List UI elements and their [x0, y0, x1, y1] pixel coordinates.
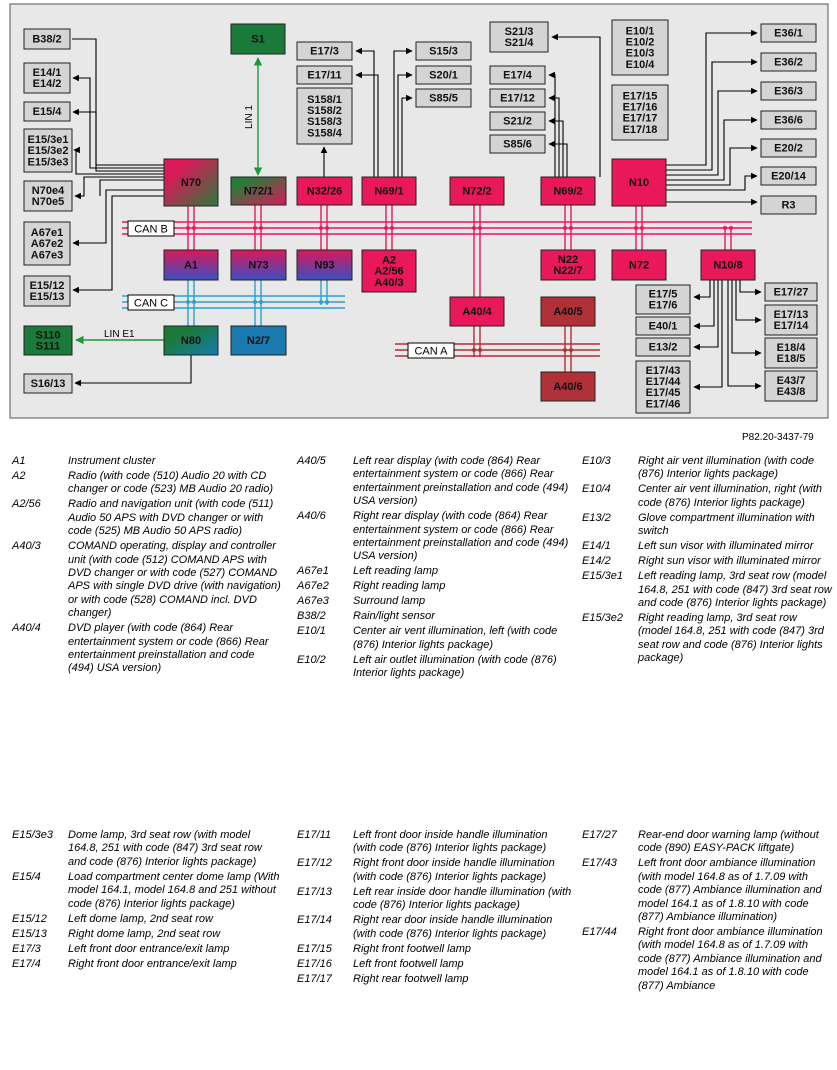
component-box	[612, 159, 666, 206]
legend-item	[297, 886, 572, 913]
component-box	[541, 177, 595, 205]
legend-item	[297, 914, 572, 941]
legend-item	[297, 829, 572, 856]
component-label: N69/2	[553, 185, 583, 198]
legend-item	[582, 540, 832, 553]
legend-code: E15/4	[12, 870, 41, 883]
component-label: N22/7	[553, 265, 583, 278]
legend-item	[582, 829, 832, 856]
legend-description: Right front door entrance/exit lamp	[68, 957, 237, 970]
legend-code: E15/3e3	[12, 829, 53, 841]
legend-code: A1	[12, 455, 26, 467]
component-label: N22	[557, 253, 579, 266]
component-box	[490, 89, 545, 107]
legend-description: Instrument cluster	[68, 455, 156, 467]
legend-item	[297, 455, 572, 509]
component-label: S158/1	[307, 93, 342, 106]
bus-label: LIN 1	[244, 105, 255, 129]
component-label: E43/8	[776, 386, 806, 399]
legend-description: Rain/light sensor	[353, 610, 435, 623]
component-box	[297, 177, 352, 205]
component-box	[761, 139, 816, 157]
component-label: E17/4	[503, 69, 532, 82]
component-label: N73	[248, 259, 269, 272]
component-label: E10/3	[625, 47, 655, 60]
component-box	[761, 53, 816, 71]
component-label: R3	[781, 199, 796, 212]
component-label: E17/15	[622, 90, 658, 103]
component-label: A40/6	[553, 381, 583, 394]
legend-code: E15/13	[12, 927, 47, 940]
legend-column-2	[297, 455, 572, 682]
component-label: A67e1	[30, 226, 64, 239]
component-label: E15/12	[29, 279, 65, 292]
legend-code: E14/1	[582, 540, 611, 553]
legend-code: E17/16	[297, 957, 332, 970]
component-box	[416, 89, 471, 107]
legend-code: E10/3	[582, 455, 611, 467]
legend-code: A67e3	[297, 595, 329, 608]
legend-description: Right dome lamp, 2nd seat row	[68, 927, 221, 940]
legend-item	[297, 625, 572, 652]
legend-code: E14/2	[582, 555, 611, 568]
component-label: E17/13	[773, 308, 809, 321]
legend-code: E17/43	[582, 857, 617, 870]
component-box	[490, 22, 548, 52]
component-label: E17/45	[645, 387, 681, 400]
component-label: N72/1	[243, 185, 274, 198]
component-label: N70e5	[31, 196, 65, 209]
component-label: E36/1	[774, 27, 803, 40]
legend-column-3	[582, 455, 832, 667]
component-label: A67e3	[30, 249, 64, 262]
legend-description: Left dome lamp, 2nd seat row	[68, 912, 213, 925]
component-box	[24, 63, 70, 93]
component-box	[362, 177, 416, 205]
legend-description: Left air outlet illumination (with code (876) Interior lights package)	[353, 653, 557, 680]
component-box	[636, 285, 690, 314]
component-label: N69/1	[374, 185, 404, 198]
legend-code: A2	[12, 470, 26, 482]
legend-description: Left rear display (with code (864) Rear entertainment system or code (866) Rear entertainment preinstallation and code (494) USA version)	[353, 455, 569, 508]
legend-code: E17/3	[12, 942, 41, 955]
legend-item	[297, 857, 572, 884]
legend-item	[12, 928, 282, 941]
legend-code: E17/27	[582, 829, 617, 841]
legend-code: E15/12	[12, 912, 47, 925]
legend-code: E17/15	[297, 942, 332, 955]
component-box	[164, 326, 218, 355]
legend-description: DVD player (with code (864) Rear entertainment system or code (866) Rear entertainment preinstallation and code (494) USA version)	[68, 622, 269, 675]
legend-description: Left front door inside handle illumination (with code (876) Interior lights package)	[353, 829, 548, 855]
component-box	[636, 338, 690, 356]
legend-item	[12, 470, 282, 497]
legend-item	[12, 958, 282, 971]
component-label: E10/4	[625, 58, 655, 71]
legend-description: Right front door inside handle illumination (with code (876) Interior lights package)	[353, 857, 555, 883]
component-label: E18/4	[776, 341, 806, 354]
legend-item	[297, 654, 572, 681]
legend-description: COMAND operating, display and controller unit (with code (512) COMAND APS with DVD changer or with code (527) COMAND APS with single DVD drive (with navigation) or with code (528) COMAND incl. DVD changer)	[68, 540, 281, 620]
component-label: E17/14	[773, 320, 809, 333]
component-label: B38/2	[32, 33, 62, 46]
component-box	[231, 177, 286, 205]
legend-item	[582, 857, 832, 924]
legend-code: E17/17	[297, 972, 332, 985]
legend-description: Center air vent illumination, left (with code (876) Interior lights package)	[353, 625, 558, 651]
legend-item	[12, 498, 282, 538]
legend-code: E15/3e2	[582, 612, 623, 625]
legend-item	[12, 455, 282, 468]
component-box	[765, 338, 817, 368]
component-label: E10/2	[625, 36, 655, 49]
legend-code: B38/2	[297, 610, 326, 623]
component-label: E15/3e3	[27, 156, 69, 169]
component-label: E17/12	[500, 92, 535, 105]
legend-item	[297, 510, 572, 564]
component-box	[24, 222, 70, 265]
legend-description: Dome lamp, 3rd seat row (with model 164.8, 251 with code (847) 3rd seat row and code (876) Interior lights package)	[68, 829, 262, 868]
legend-item	[297, 595, 572, 608]
component-label: E14/2	[32, 78, 62, 91]
component-box	[297, 88, 352, 144]
component-box	[416, 42, 471, 60]
legend-code: A40/3	[12, 540, 41, 553]
component-label: S16/13	[30, 378, 66, 391]
component-label: E36/2	[774, 56, 803, 69]
component-label: S85/5	[429, 92, 458, 105]
legend-item	[12, 913, 282, 926]
component-box	[231, 250, 286, 280]
component-box	[231, 24, 285, 54]
legend-item	[12, 829, 282, 869]
component-label: E18/5	[776, 353, 806, 366]
legend-description: Left front footwell lamp	[353, 957, 464, 970]
legend-item	[582, 555, 832, 568]
bus-label: CAN B	[134, 223, 168, 236]
component-label: S158/4	[307, 127, 342, 140]
legend-description: Rear-end door warning lamp (without code (890) EASY-PACK liftgate)	[638, 829, 819, 855]
component-label: E17/3	[310, 45, 339, 58]
component-box	[761, 167, 816, 185]
component-box	[761, 111, 816, 129]
legend-code: E17/44	[582, 926, 617, 939]
legend-description: Right rear footwell lamp	[353, 972, 469, 985]
legend-description: Left front door ambiance illumination (with model 164.8 as of 1.7.09 with code (877) Ambiance illumination and model 164.1 as of 1.8.10 with code (877) Ambiance illumination)	[638, 857, 822, 924]
component-box	[636, 317, 690, 335]
component-box	[24, 181, 72, 211]
legend-code: E10/1	[297, 625, 326, 638]
legend-description: Right air vent illumination (with code (876) Interior lights package)	[638, 455, 815, 481]
component-label: N72	[628, 259, 650, 272]
component-box	[416, 66, 471, 84]
component-box	[164, 159, 218, 206]
legend-code: E17/14	[297, 914, 332, 927]
component-label: S110	[35, 329, 61, 342]
legend-column-6	[582, 829, 832, 995]
component-box	[761, 196, 816, 214]
legend-item	[297, 565, 572, 578]
component-box	[297, 66, 352, 84]
component-box	[490, 112, 545, 130]
component-label: N2/7	[246, 335, 271, 348]
legend-description: Center air vent illumination, right (with code (876) Interior lights package)	[638, 483, 823, 509]
legend-description: Glove compartment illumination with switch	[638, 511, 815, 538]
component-label: S158/3	[307, 116, 342, 129]
legend-item	[582, 512, 832, 539]
legend-item	[12, 943, 282, 956]
component-label: E17/43	[645, 364, 681, 377]
legend-item	[582, 570, 832, 610]
component-box	[24, 374, 72, 393]
component-label: E15/3e2	[27, 145, 69, 158]
component-label: E17/17	[622, 112, 658, 125]
component-label: S15/3	[429, 45, 458, 58]
legend-item	[582, 455, 832, 482]
legend-description: Right front footwell lamp	[353, 942, 471, 955]
component-label: S21/3	[504, 25, 534, 38]
legend-code: A67e1	[297, 565, 329, 578]
component-label: S1	[251, 33, 265, 46]
legend-description: Right rear door inside handle illumination (with code (876) Interior lights package)	[353, 914, 553, 940]
component-box	[541, 250, 595, 280]
bus-label: CAN A	[414, 345, 448, 358]
component-box	[297, 250, 352, 280]
component-label: E15/13	[29, 291, 65, 304]
component-box	[490, 66, 545, 84]
component-box	[297, 42, 352, 60]
component-label: A67e2	[30, 238, 64, 251]
component-label: E17/18	[622, 123, 658, 136]
component-label: N72/2	[462, 185, 492, 198]
component-label: E17/5	[648, 288, 678, 301]
component-label: A40/3	[374, 276, 404, 289]
component-label: S21/2	[503, 115, 532, 128]
legend-item	[297, 973, 572, 986]
component-label: E17/44	[645, 375, 681, 388]
component-label: E14/1	[32, 66, 62, 79]
component-label: A2	[381, 254, 397, 267]
legend-item	[297, 958, 572, 971]
component-label: N10/8	[713, 259, 743, 272]
component-box	[701, 250, 755, 280]
legend-description: Left reading lamp, 3rd seat row (model 164.8, 251 with code (847) 3rd seat row and code (876) Interior lights package)	[638, 570, 832, 610]
component-label: A1	[183, 259, 199, 272]
legend-item	[582, 926, 832, 993]
component-box	[612, 20, 668, 75]
legend-column-4	[12, 829, 282, 973]
component-box	[765, 283, 817, 301]
component-box	[450, 297, 504, 326]
component-box	[761, 24, 816, 42]
component-label: E20/14	[771, 170, 806, 183]
legend-code: E15/3e1	[582, 570, 623, 583]
component-box	[24, 276, 70, 306]
component-box	[164, 250, 218, 280]
component-label: E40/1	[648, 320, 678, 333]
legend-item	[12, 622, 282, 676]
legend-description: Radio and navigation unit (with code (511) Audio 50 APS with DVD changer or with code (525) MB Audio 50 APS radio)	[68, 498, 274, 538]
component-box	[362, 250, 416, 292]
legend-code: E17/13	[297, 885, 332, 898]
component-label: E20/2	[774, 142, 803, 155]
legend-description: Left rear inside door handle illumination (with code (876) Interior lights package)	[353, 885, 572, 912]
legend-item	[12, 540, 282, 620]
legend-code: E17/12	[297, 857, 332, 870]
legend-code: A2/56	[12, 498, 41, 511]
legend-description: Right reading lamp, 3rd seat row (model 164.8, 251 with code (847) 3rd seat row and code (876) Interior lights package)	[638, 612, 824, 665]
legend-description: Radio (with code (510) Audio 20 with CD changer or code (523) MB Audio 20 radio)	[68, 470, 274, 496]
component-label: N70	[180, 177, 202, 190]
bus-label: LIN E1	[104, 329, 135, 340]
component-label: S21/4	[504, 37, 534, 50]
legend-code: E13/2	[582, 511, 611, 524]
legend-code: E17/11	[297, 829, 332, 841]
component-label: E36/6	[774, 114, 803, 127]
component-label: S85/6	[503, 138, 532, 151]
component-label: E13/2	[648, 341, 678, 354]
legend-code: E10/4	[582, 483, 611, 496]
component-label: A2/56	[374, 265, 404, 278]
component-box	[24, 29, 70, 49]
wiring-diagram	[0, 0, 837, 425]
legend-description: Left reading lamp	[353, 565, 438, 578]
legend-code: A40/6	[297, 510, 326, 523]
legend-item	[12, 871, 282, 911]
legend-description: Right rear display (with code (864) Rear entertainment system or code (866) Rear entertainment preinstallation and code (494) USA version)	[353, 510, 569, 563]
component-label: E17/11	[307, 69, 342, 82]
component-label: N10	[628, 177, 650, 190]
component-box	[231, 326, 286, 355]
component-box	[541, 372, 595, 401]
legend-item	[297, 580, 572, 593]
component-label: S111	[35, 340, 61, 353]
component-box	[636, 361, 690, 413]
component-label: E36/3	[774, 85, 803, 98]
component-label: E15/3e1	[27, 133, 69, 146]
diagram-reference: P82.20-3437-79	[742, 432, 814, 443]
component-label: E17/46	[645, 398, 681, 411]
legend-item	[582, 612, 832, 666]
component-box	[24, 129, 72, 172]
legend-code: A40/5	[297, 455, 326, 467]
component-box	[24, 102, 70, 121]
component-label: E17/16	[622, 101, 658, 114]
component-label: E43/7	[776, 374, 806, 387]
component-box	[761, 82, 816, 100]
legend-item	[297, 943, 572, 956]
legend-code: A40/4	[12, 622, 41, 635]
component-label: N32/26	[306, 185, 343, 198]
legend-column-5	[297, 829, 572, 988]
component-box	[541, 297, 595, 326]
legend-description: Right sun visor with illuminated mirror	[638, 555, 821, 568]
component-box	[765, 371, 817, 401]
component-box	[450, 177, 504, 205]
legend-description: Left front door entrance/exit lamp	[68, 942, 230, 955]
legend-code: A67e2	[297, 580, 329, 593]
legend-code: E10/2	[297, 653, 326, 666]
component-label: E17/6	[648, 299, 678, 312]
component-box	[24, 326, 72, 355]
component-label: E15/4	[32, 106, 62, 119]
legend-column-1	[12, 455, 282, 677]
component-label: A40/5	[553, 306, 583, 319]
component-label: N80	[180, 335, 202, 348]
legend-description: Left sun visor with illuminated mirror	[638, 540, 814, 553]
legend-description: Surround lamp	[353, 595, 426, 608]
legend-description: Load compartment center dome lamp (With model 164.1, model 164.8 and 251 without code (876) Interior lights package)	[68, 870, 280, 910]
component-label: A40/4	[462, 306, 492, 319]
component-box	[765, 305, 817, 335]
component-label: N93	[314, 259, 335, 272]
component-box	[612, 85, 668, 140]
component-label: E17/27	[773, 286, 809, 299]
legend-description: Right reading lamp	[353, 580, 446, 593]
legend-item	[582, 483, 832, 510]
legend-description: Right front door ambiance illumination (with model 164.8 as of 1.7.09 with code (877) Ambiance illumination and model 164.1 as of 1.8.10 with code (877) Ambiance	[638, 926, 823, 992]
component-label: E10/1	[625, 25, 655, 38]
component-box	[612, 250, 666, 280]
component-label: N70e4	[31, 184, 65, 197]
component-label: S158/2	[307, 104, 342, 117]
bus-label: CAN C	[133, 297, 169, 310]
component-box	[490, 135, 545, 153]
legend-item	[297, 610, 572, 623]
component-label: S20/1	[429, 69, 458, 82]
legend-code: E17/4	[12, 957, 41, 970]
